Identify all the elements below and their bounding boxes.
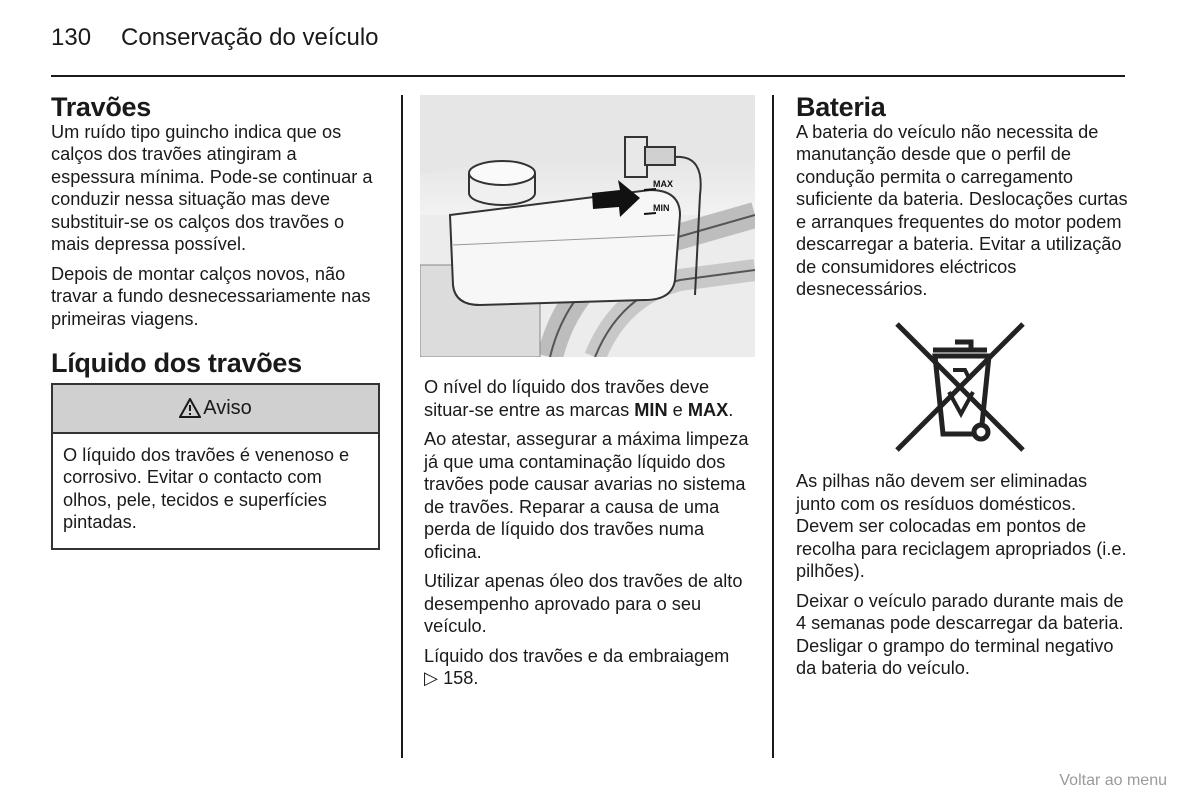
crossed-out-wheeled-bin-icon: [895, 322, 1025, 452]
column-divider-right: [772, 95, 774, 758]
warning-title: Aviso: [203, 396, 252, 419]
battery-paragraph-3: Deixar o veículo parado durante mais de 4 semanas pode descarregar da bateria. Desligar o grampo do terminal negativo da bateria do veículo.: [796, 590, 1124, 678]
warning-box: [51, 383, 380, 550]
brake-fluid-reservoir-illustration: [420, 95, 755, 357]
brakes-paragraph-1: Um ruído tipo guincho indica que os calços dos travões atingiram a espessura mínima. Pode-se continuar a conduzir nessa situação mas deve substituir-se os calços dos travões o mais depressa possível.: [51, 121, 373, 254]
back-to-menu-link[interactable]: Voltar ao menu: [1059, 772, 1167, 789]
column-divider-left: [401, 95, 403, 758]
page-reference-arrow-icon: ▷: [424, 668, 438, 688]
cross-reference-page: 158.: [443, 668, 479, 688]
brake-fluid-paragraph-4: [424, 645, 759, 690]
section-title-brake-fluid: Líquido dos travões: [51, 348, 302, 378]
section-title-battery: Bateria: [796, 92, 886, 122]
warning-header: [53, 385, 378, 434]
middle-column: [424, 376, 759, 697]
page-header: [51, 24, 379, 52]
brake-fluid-paragraph-3: Utilizar apenas óleo dos travões de alto desempenho aprovado para o seu veículo.: [424, 571, 743, 636]
page-number: 130: [51, 24, 92, 51]
right-column: [796, 92, 1131, 308]
max-mark-label: MAX: [653, 179, 673, 189]
cross-reference-link[interactable]: [424, 668, 478, 688]
warning-triangle-icon: [179, 398, 201, 418]
level-text-a: O nível do líquido dos travões deve situar-se entre as marcas: [424, 377, 710, 420]
page-title: Conservação do veículo: [121, 24, 379, 51]
battery-paragraph-1: A bateria do veículo não necessita de manutanção desde que o perfil de condução permita o carregamento suficiente da bateria. Deslocações curtas e arranques frequentes do motor podem descarregar a bateria. Evitar a utilização de consumidores eléctricos desnecessários.: [796, 121, 1128, 299]
warning-text: O líquido dos travões é venenoso e corrosivo. Evitar o contacto com olhos, pele, tecidos e superfícies pintadas.: [63, 444, 350, 532]
right-column-lower: [796, 470, 1131, 687]
left-column: [51, 92, 381, 550]
level-text-b: e: [667, 399, 688, 420]
brake-fluid-level-paragraph: [424, 376, 759, 421]
level-text-c: .: [728, 399, 734, 420]
brakes-paragraph-2: Depois de montar calços novos, não travar a fundo desnecessariamente nas primeiras viagens.: [51, 263, 371, 329]
min-mark-label: MIN: [653, 203, 670, 213]
cross-reference-text: Líquido dos travões e da embraiagem: [424, 645, 730, 666]
header-divider: [51, 75, 1125, 77]
brake-fluid-paragraph-2: Ao atestar, assegurar a máxima limpeza já que uma contaminação líquido dos travões pode causar avarias no sistema de travões. Reparar a causa de uma perda de líquido dos travões numa oficina.: [424, 429, 749, 562]
battery-paragraph-2: As pilhas não devem ser eliminadas junto com os resíduos domésticos. Devem ser colocadas em pontos de recolha para reciclagem apropriados (i.e. pilhões).: [796, 471, 1127, 581]
min-mark-text: MIN: [634, 399, 668, 420]
section-title-brakes: Travões: [51, 92, 151, 122]
max-mark-text: MAX: [687, 399, 729, 420]
